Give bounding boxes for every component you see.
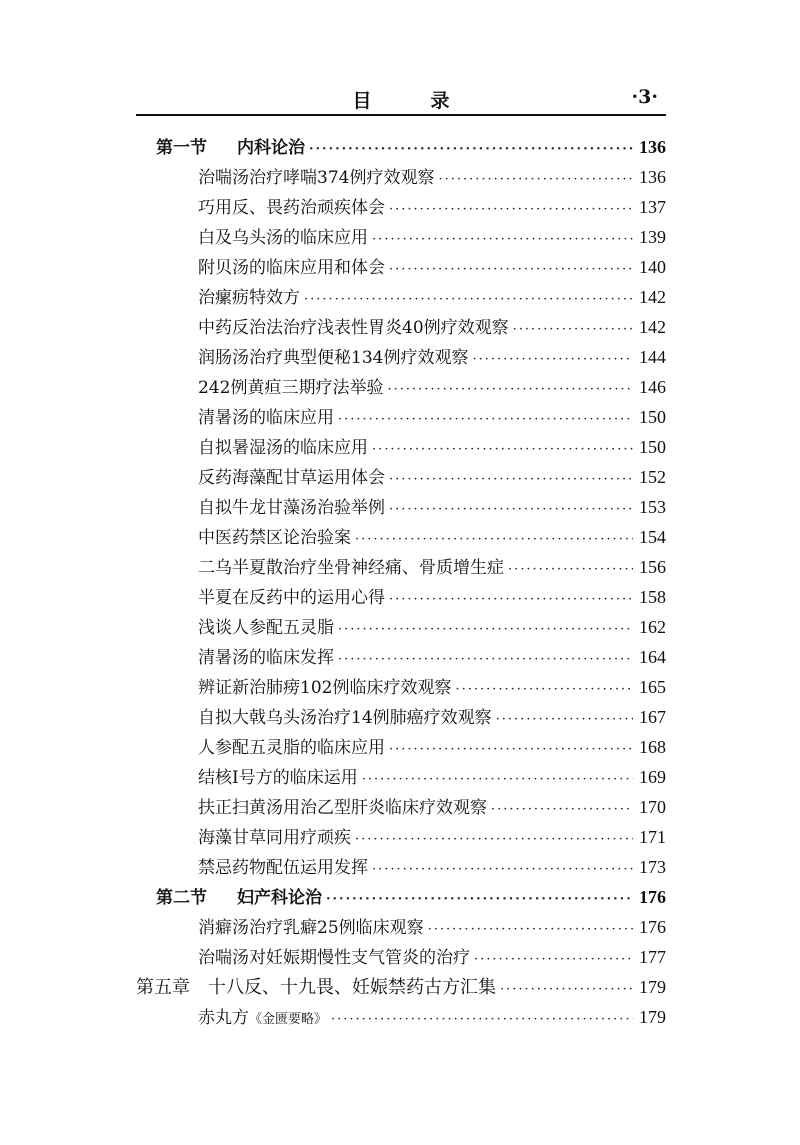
dot-leader <box>474 952 633 967</box>
toc-item[interactable] <box>198 583 666 613</box>
toc-item[interactable] <box>198 733 666 763</box>
dot-leader <box>372 862 633 877</box>
dot-leader <box>362 772 633 787</box>
page-number: 168 <box>639 737 666 757</box>
section-title: 妇产科论治 <box>237 888 322 908</box>
page-number: 179 <box>639 1007 666 1027</box>
dot-leader <box>389 502 633 517</box>
item-title: 海藻甘草同用疗顽疾 <box>198 828 351 848</box>
toc-item[interactable] <box>198 913 666 943</box>
item-title: 赤丸方 <box>198 1008 249 1028</box>
page-number: 142 <box>639 317 666 337</box>
dot-leader <box>331 1012 633 1027</box>
dot-leader <box>326 892 633 907</box>
dot-leader <box>389 742 633 757</box>
item-title: 润肠汤治疗典型便秘134例疗效观察 <box>198 348 469 368</box>
toc-chapter-5[interactable] <box>136 973 666 1003</box>
item-title: 中药反治法治疗浅表性胃炎40例疗效观察 <box>198 318 509 338</box>
page-number: 142 <box>639 287 666 307</box>
dot-leader <box>387 382 633 397</box>
toc-item[interactable] <box>198 403 666 433</box>
item-source: 《金匮要略》 <box>249 1012 328 1027</box>
page-number: 162 <box>639 617 666 637</box>
page-number: 150 <box>639 407 666 427</box>
toc-item[interactable] <box>198 643 666 673</box>
item-title: 清暑汤的临床发挥 <box>198 648 334 668</box>
dot-leader <box>472 352 633 367</box>
item-title: 242例黄疸三期疗法举验 <box>198 378 384 398</box>
dot-leader <box>338 412 633 427</box>
chapter-title: 第五章 十八反、十九畏、妊娠禁药古方汇集 <box>136 977 496 998</box>
toc-item[interactable] <box>198 943 666 973</box>
dot-leader <box>455 682 633 697</box>
item-title: 附贝汤的临床应用和体会 <box>198 258 385 278</box>
item-title: 辨证新治肺痨102例临床疗效观察 <box>198 678 452 698</box>
page-number: 152 <box>639 467 666 487</box>
page-number: 167 <box>639 707 666 727</box>
page-number: 137 <box>639 197 666 217</box>
dot-leader <box>389 202 633 217</box>
toc-item[interactable] <box>198 673 666 703</box>
dot-leader <box>372 232 633 247</box>
dot-leader <box>372 442 633 457</box>
toc-item[interactable] <box>198 223 666 253</box>
item-title: 浅谈人参配五灵脂 <box>198 618 334 638</box>
section-title: 内科论治 <box>237 138 305 158</box>
item-title: 自拟牛龙甘藻汤治验举例 <box>198 498 385 518</box>
page-number: 173 <box>639 857 666 877</box>
item-title: 治瘰疬特效方 <box>198 288 300 308</box>
toc-item[interactable] <box>198 343 666 373</box>
page-number: 154 <box>639 527 666 547</box>
page-number: 170 <box>639 797 666 817</box>
page-number: 140 <box>639 257 666 277</box>
dot-leader <box>355 832 633 847</box>
toc-item[interactable] <box>198 253 666 283</box>
toc-item[interactable] <box>198 793 666 823</box>
page-number: 156 <box>639 557 666 577</box>
header-rule <box>136 114 666 116</box>
item-title: 中医药禁区论治验案 <box>198 528 351 548</box>
toc-item[interactable] <box>198 613 666 643</box>
toc-item[interactable] <box>198 763 666 793</box>
item-title: 治喘汤治疗哮喘374例疗效观察 <box>198 168 435 188</box>
toc-item[interactable] <box>198 823 666 853</box>
item-title: 反药海藻配甘草运用体会 <box>198 468 385 488</box>
item-title: 二乌半夏散治疗坐骨神经痛、骨质增生症 <box>198 558 504 578</box>
item-title: 清暑汤的临床应用 <box>198 408 334 428</box>
item-title: 白及乌头汤的临床应用 <box>198 228 368 248</box>
dot-leader <box>389 262 633 277</box>
dot-leader <box>389 472 633 487</box>
toc-item[interactable] <box>198 373 666 403</box>
dot-leader <box>355 532 633 547</box>
dot-leader <box>513 322 633 337</box>
toc-item[interactable] <box>198 163 666 193</box>
toc-item[interactable] <box>198 853 666 883</box>
item-title: 半夏在反药中的运用心得 <box>198 588 385 608</box>
toc-item[interactable] <box>198 463 666 493</box>
dot-leader <box>438 172 633 187</box>
item-title: 治喘汤对妊娠期慢性支气管炎的治疗 <box>198 948 470 968</box>
dot-leader <box>428 922 633 937</box>
item-title: 消癖汤治疗乳癖25例临床观察 <box>198 918 424 938</box>
toc-item[interactable] <box>198 553 666 583</box>
page-number: 150 <box>639 437 666 457</box>
dot-leader <box>389 592 633 607</box>
toc-section-2[interactable] <box>156 883 666 913</box>
page-number: 136 <box>639 167 666 187</box>
toc-item[interactable] <box>198 523 666 553</box>
toc-section-1[interactable] <box>156 133 666 163</box>
page-number: 139 <box>639 227 666 247</box>
dot-leader <box>309 142 633 157</box>
page-number: 146 <box>639 377 666 397</box>
item-title: 自拟大戟乌头汤治疗14例肺癌疗效观察 <box>198 708 492 728</box>
toc-item[interactable] <box>198 703 666 733</box>
page-number: 179 <box>639 977 666 997</box>
page-number: 171 <box>639 827 666 847</box>
page-number: 176 <box>639 917 666 937</box>
section-label: 第二节 <box>156 888 207 908</box>
dot-leader <box>496 712 633 727</box>
item-title: 扶正扫黄汤用治乙型肝炎临床疗效观察 <box>198 798 487 818</box>
toc-item[interactable] <box>198 313 666 343</box>
dot-leader <box>338 622 633 637</box>
section-label: 第一节 <box>156 138 207 158</box>
page-header <box>136 84 666 114</box>
item-title: 禁忌药物配伍运用发挥 <box>198 858 368 878</box>
toc-item[interactable] <box>198 193 666 223</box>
dot-leader <box>304 292 633 307</box>
page-number: 158 <box>639 587 666 607</box>
item-title: 人参配五灵脂的临床应用 <box>198 738 385 758</box>
toc-item[interactable] <box>198 493 666 523</box>
toc-item[interactable] <box>198 1003 666 1033</box>
page-number: 169 <box>639 767 666 787</box>
dot-leader <box>491 802 633 817</box>
page-number: 165 <box>639 677 666 697</box>
dot-leader <box>508 562 633 577</box>
toc-item[interactable] <box>198 433 666 463</box>
item-title: 自拟暑湿汤的临床应用 <box>198 438 368 458</box>
page-number: 136 <box>639 137 666 157</box>
page-number: 176 <box>639 887 666 907</box>
page-number: 177 <box>639 947 666 967</box>
item-title: 结核Ⅰ号方的临床运用 <box>198 768 358 788</box>
page-number: 144 <box>639 347 666 367</box>
header-title: 目 录 <box>352 90 470 112</box>
page-number: 164 <box>639 647 666 667</box>
page-number: 153 <box>639 497 666 517</box>
dot-leader <box>338 652 633 667</box>
header-page-number: ·3· <box>631 86 658 108</box>
toc-item[interactable] <box>198 283 666 313</box>
dot-leader <box>500 982 633 997</box>
item-title: 巧用反、畏药治顽疾体会 <box>198 198 385 218</box>
